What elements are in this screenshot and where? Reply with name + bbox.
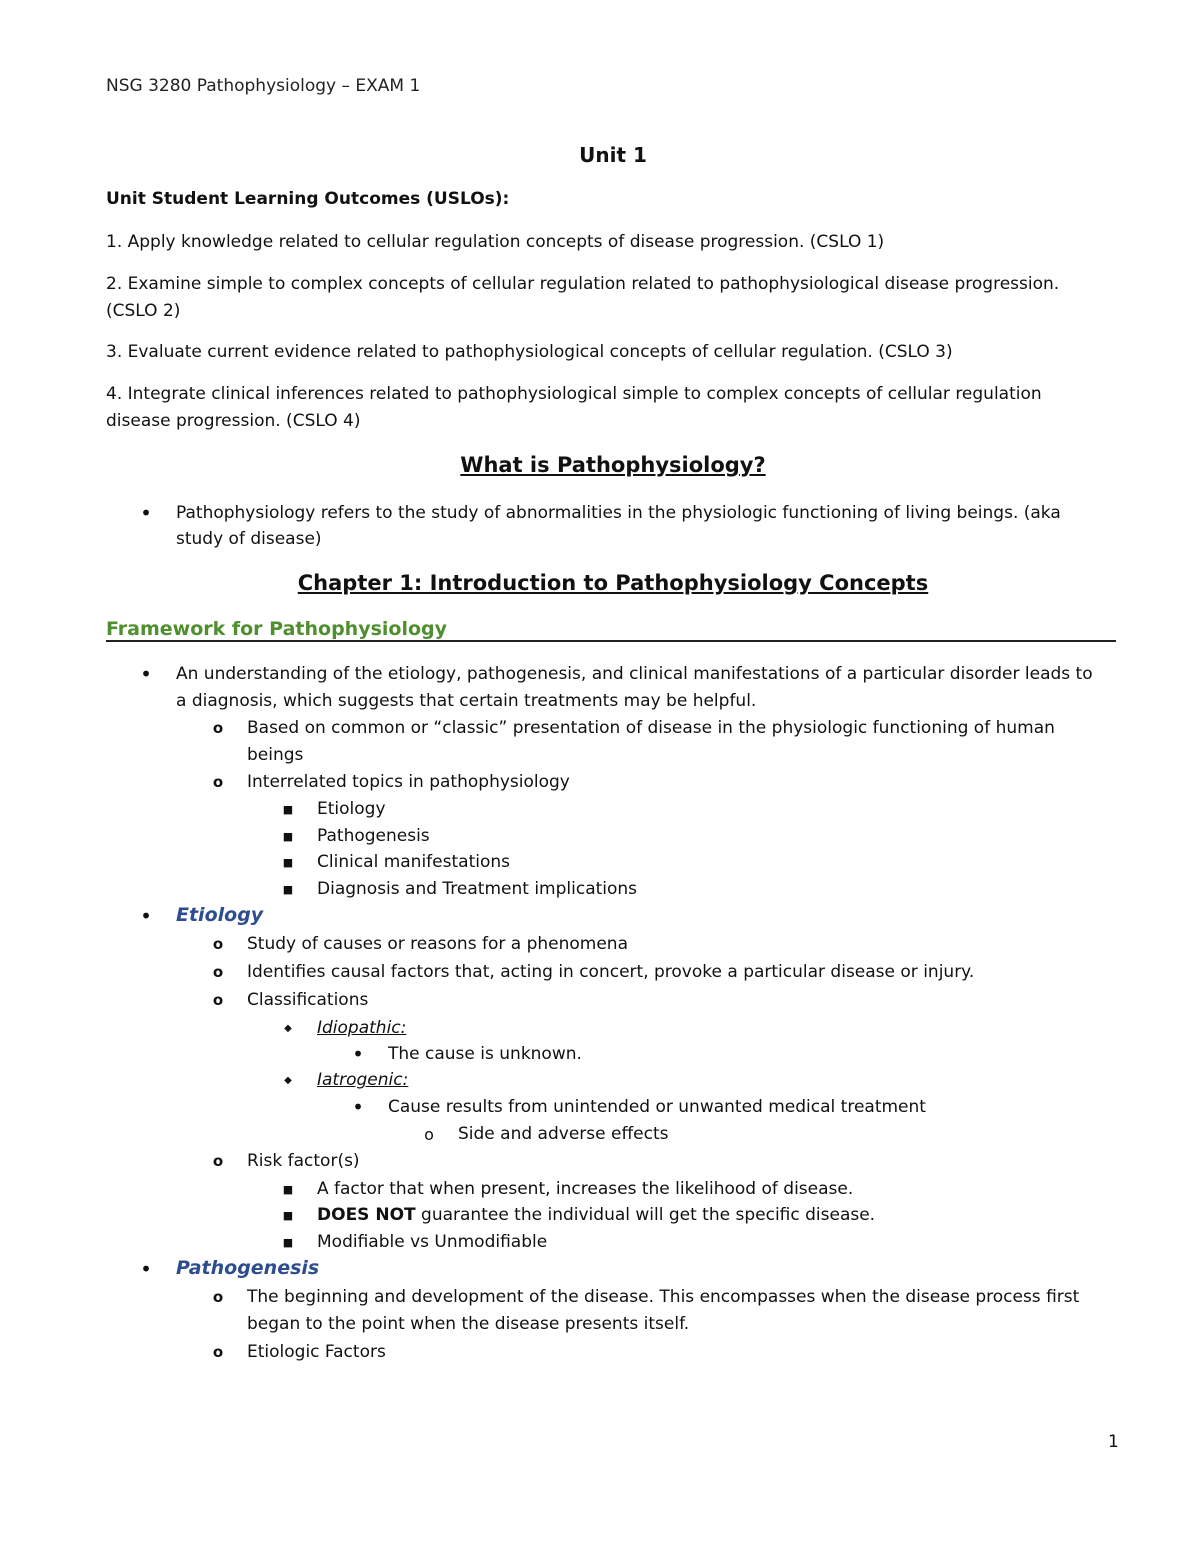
bullet-square-icon: ■: [282, 830, 294, 843]
page-number: 1: [1108, 1432, 1119, 1452]
etiology-title: Etiology: [176, 904, 264, 926]
idiopathic-desc: The cause is unknown.: [388, 1044, 582, 1064]
bullet-square-icon: ■: [282, 803, 294, 816]
framework-based-line1: Based on common or “classic” presentation of disease in the physiologic functioning of human: [247, 718, 1055, 738]
what-is-heading: What is Pathophysiology?: [460, 453, 766, 477]
iatrogenic-desc: Cause results from unintended or unwanted medical treatment: [388, 1097, 926, 1117]
topic-item: Etiology: [317, 799, 386, 819]
framework-intro-line1: An understanding of the etiology, pathogenesis, and clinical manifestations of a particular disorder leads to: [176, 664, 1093, 684]
bullet-dot-icon: •: [140, 1257, 152, 1281]
outcome-2-line2: (CSLO 2): [106, 301, 181, 321]
outcome-2-line1: 2. Examine simple to complex concepts of cellular regulation related to pathophysiological disease progression.: [106, 274, 1060, 294]
bullet-circle-icon: o: [212, 1343, 224, 1361]
bullet-circle-icon: o: [212, 1288, 224, 1306]
bullet-square-icon: ■: [282, 883, 294, 896]
bullet-arrow-icon: ◆: [284, 1075, 292, 1086]
etiology-study: Study of causes or reasons for a phenomena: [247, 934, 628, 954]
uslo-heading: Unit Student Learning Outcomes (USLOs):: [106, 189, 510, 209]
bullet-square-icon: ■: [282, 1209, 294, 1222]
risk-item-2-rest: guarantee the individual will get the specific disease.: [415, 1205, 876, 1225]
topic-item: Diagnosis and Treatment implications: [317, 879, 638, 899]
topic-item: Pathogenesis: [317, 826, 430, 846]
page-header: NSG 3280 Pathophysiology – EXAM 1: [106, 76, 421, 96]
framework-based-line2: beings: [247, 745, 304, 765]
bullet-square-icon: ■: [282, 1183, 294, 1196]
bullet-dot-icon: •: [352, 1042, 364, 1066]
outcome-1: 1. Apply knowledge related to cellular regulation concepts of disease progression. (CSLO 1): [106, 232, 885, 252]
pathogenesis-line2: began to the point when the disease presents itself.: [247, 1314, 690, 1334]
side-effects: Side and adverse effects: [458, 1124, 669, 1144]
bullet-square-icon: ■: [282, 1236, 294, 1249]
bullet-dot-icon: •: [140, 501, 152, 525]
bullet-small-circle-icon: o: [424, 1125, 434, 1144]
risk-item-2: [317, 1202, 875, 1229]
risk-factors: Risk factor(s): [247, 1151, 360, 1171]
framework-heading: Framework for Pathophysiology: [106, 618, 448, 640]
bullet-arrow-icon: ◆: [284, 1023, 292, 1034]
bullet-circle-icon: o: [212, 719, 224, 737]
bullet-dot-icon: •: [352, 1095, 364, 1119]
bullet-circle-icon: o: [212, 963, 224, 981]
bullet-circle-icon: o: [212, 1152, 224, 1170]
bullet-circle-icon: o: [212, 991, 224, 1009]
unit-title: Unit 1: [579, 143, 647, 167]
outcome-4-line2: disease progression. (CSLO 4): [106, 411, 361, 431]
risk-item-1: A factor that when present, increases the likelihood of disease.: [317, 1179, 854, 1199]
framework-intro-line2: a diagnosis, which suggests that certain treatments may be helpful.: [176, 691, 757, 711]
bullet-dot-icon: •: [140, 662, 152, 686]
framework-interrelated: Interrelated topics in pathophysiology: [247, 772, 570, 792]
what-is-text-line1: Pathophysiology refers to the study of abnormalities in the physiologic functioning of living beings. (aka: [176, 503, 1061, 523]
what-is-text-line2: study of disease): [176, 529, 322, 549]
risk-item-3: Modifiable vs Unmodifiable: [317, 1232, 548, 1252]
framework-rule: [106, 640, 1116, 642]
iatrogenic-label: Iatrogenic:: [317, 1070, 409, 1090]
etiology-classifications: Classifications: [247, 990, 369, 1010]
outcome-3: 3. Evaluate current evidence related to pathophysiological concepts of cellular regulation. (CSLO 3): [106, 342, 953, 362]
etiologic-factors: Etiologic Factors: [247, 1342, 386, 1362]
idiopathic-label: Idiopathic:: [317, 1018, 407, 1038]
outcome-4-line1: 4. Integrate clinical inferences related to pathophysiological simple to complex concepts of cellular regulation: [106, 384, 1042, 404]
chapter-heading: Chapter 1: Introduction to Pathophysiology Concepts: [297, 571, 929, 595]
bullet-circle-icon: o: [212, 935, 224, 953]
does-not-emphasis: DOES NOT: [317, 1205, 416, 1225]
bullet-square-icon: ■: [282, 856, 294, 869]
topic-item: Clinical manifestations: [317, 852, 510, 872]
bullet-dot-icon: •: [140, 904, 152, 928]
bullet-circle-icon: o: [212, 773, 224, 791]
etiology-identifies: Identifies causal factors that, acting in concert, provoke a particular disease or injury.: [247, 962, 975, 982]
pathogenesis-title: Pathogenesis: [176, 1257, 320, 1279]
pathogenesis-line1: The beginning and development of the disease. This encompasses when the disease process first: [247, 1287, 1080, 1307]
